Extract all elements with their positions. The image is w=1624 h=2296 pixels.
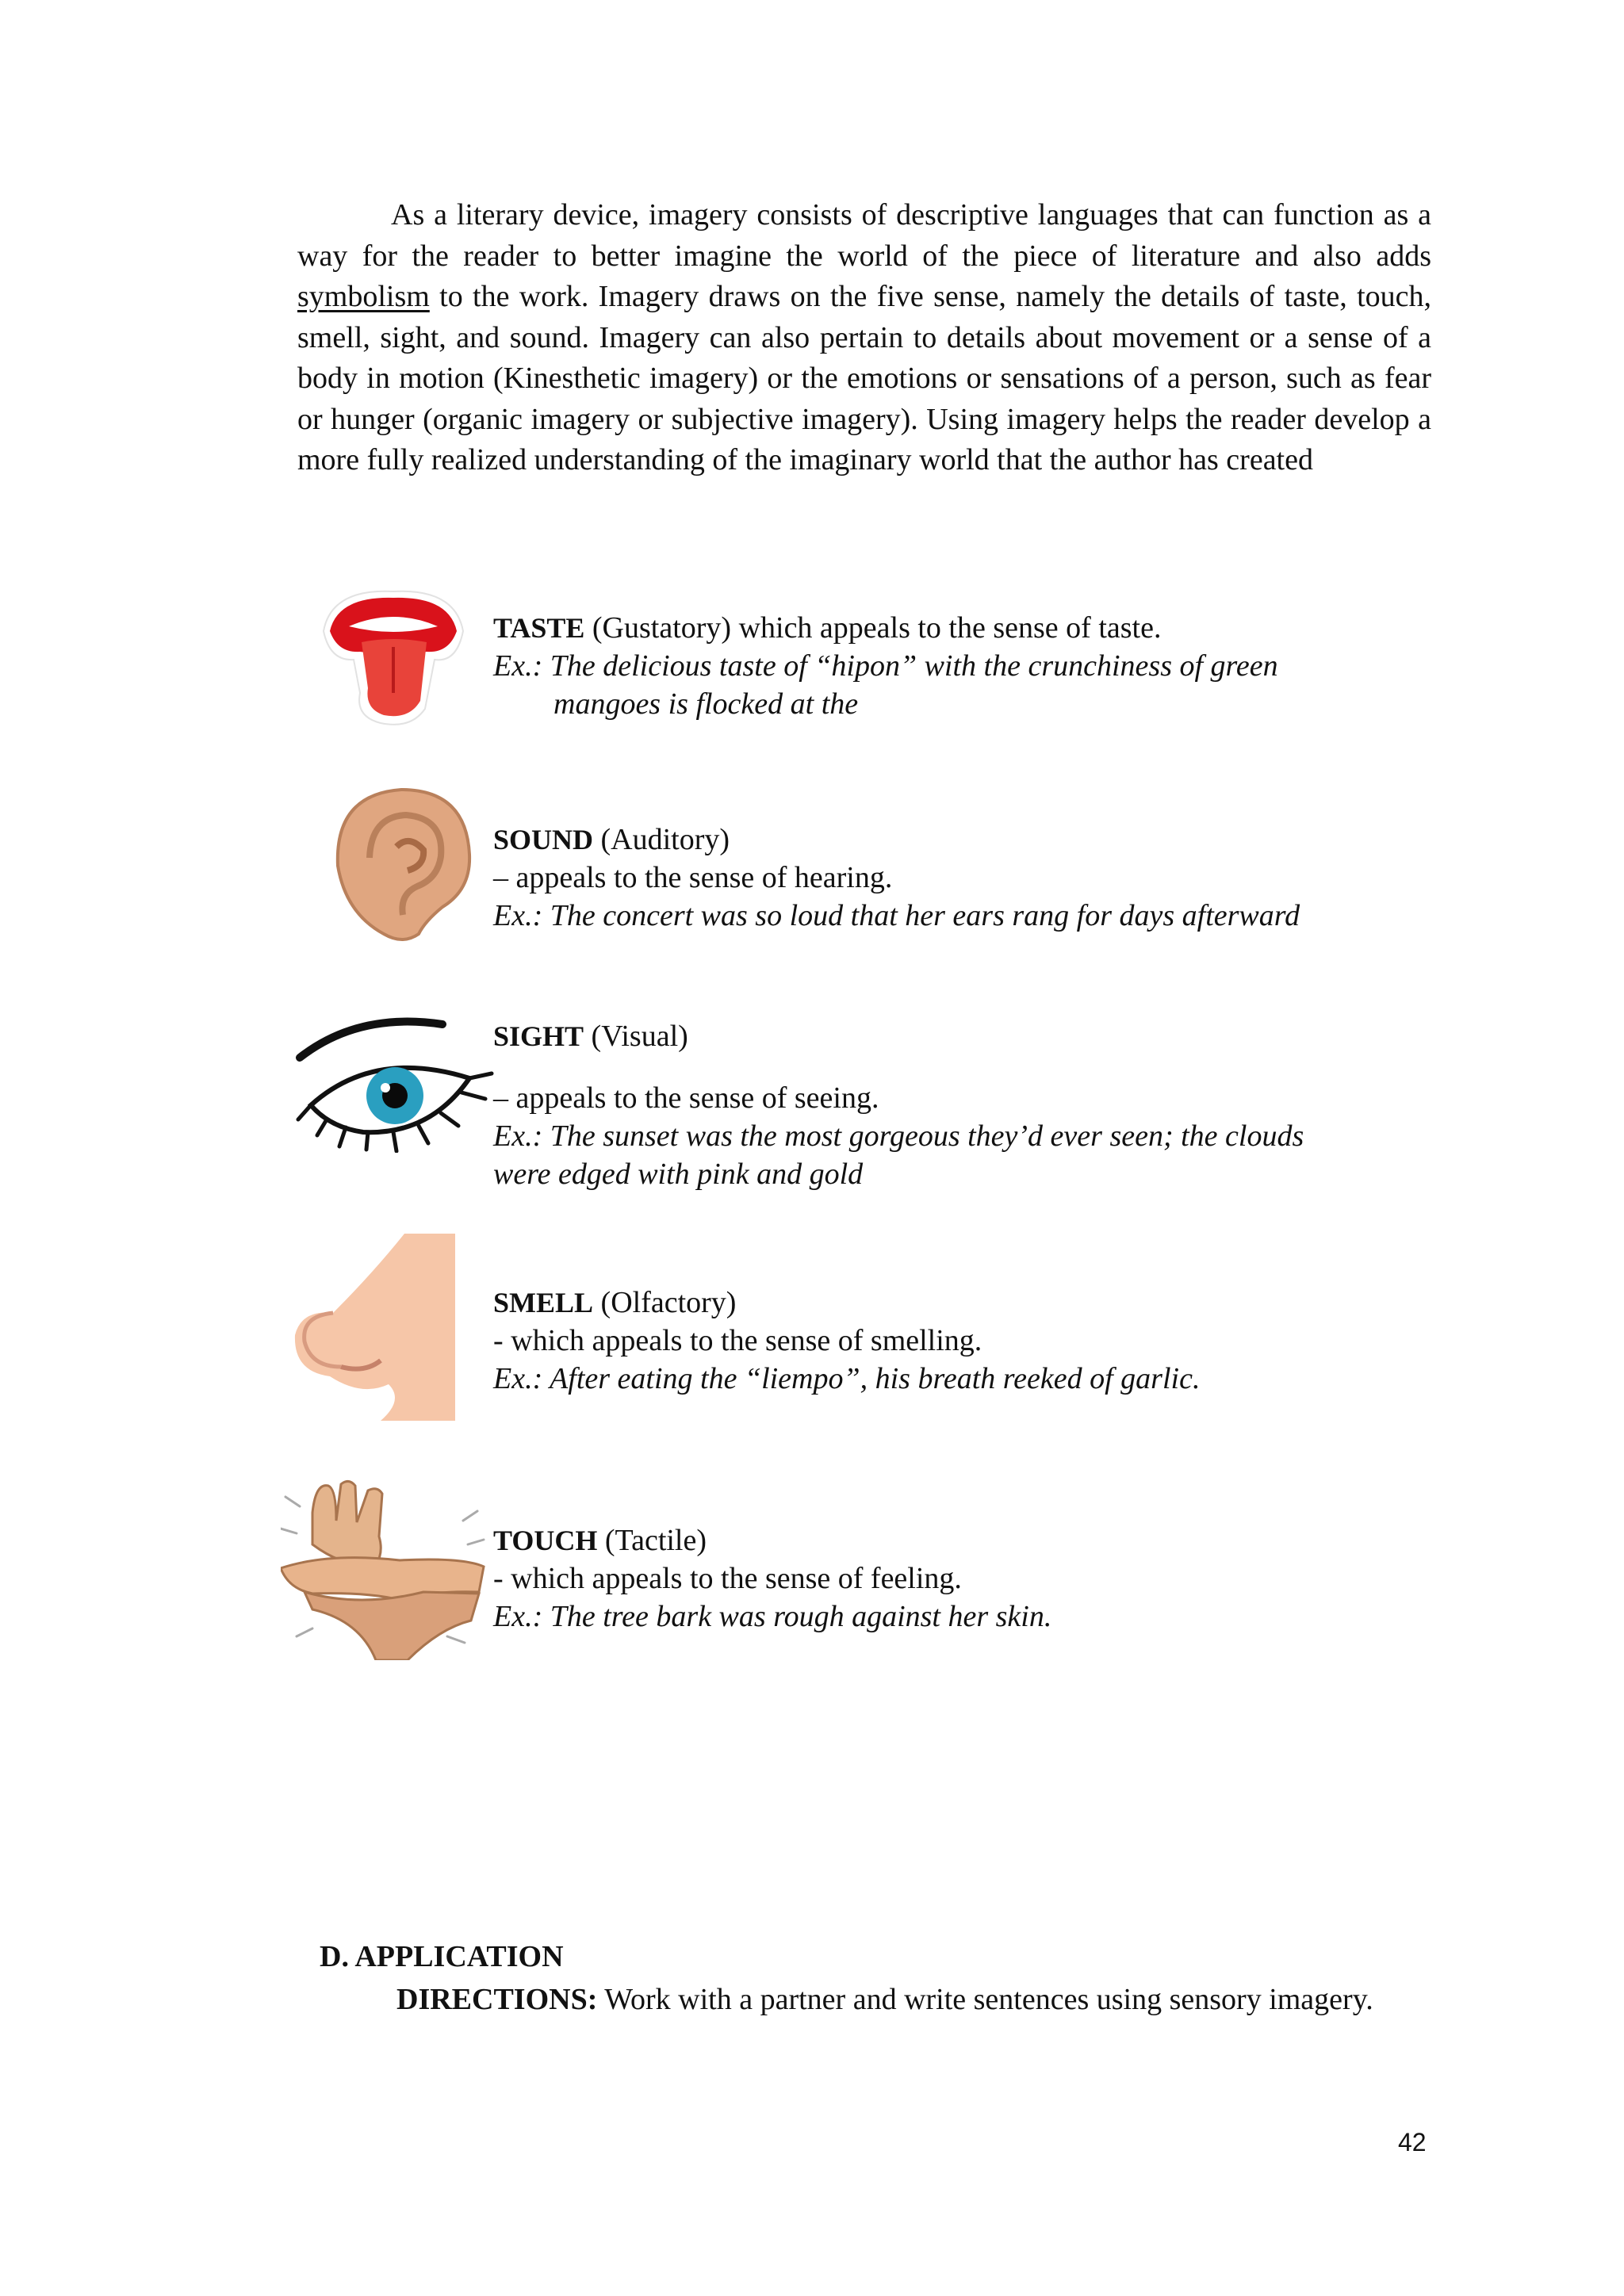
application-heading: D. APPLICATION (320, 1940, 564, 1973)
touch-type: (Tactile) (597, 1524, 707, 1557)
tongue-icon (316, 574, 471, 729)
smell-type: (Olfactory) (593, 1286, 737, 1319)
directions-label: DIRECTIONS: (396, 1983, 598, 2016)
taste-label: TASTE (493, 612, 585, 644)
touch-example: Ex.: The tree bark was rough against her skin. (493, 1600, 1052, 1633)
sound-desc: – appeals to the sense of hearing. (493, 861, 893, 894)
ear-icon (314, 779, 479, 945)
sight-example-1: Ex.: The sunset was the most gorgeous they’d ever seen; the clouds (493, 1119, 1304, 1153)
intro-text-1: As a literary device, imagery consists of descriptive languages that can function as a way for the reader to better imagine the world of the piece of literature and also adds (297, 198, 1431, 273)
nose-icon (285, 1234, 455, 1421)
taste-block (493, 609, 1278, 723)
directions-text: Work with a partner and write sentences using sensory imagery. (597, 1983, 1373, 2016)
eye-icon (295, 1016, 495, 1153)
sound-example: Ex.: The concert was so loud that her ears rang for days afterward (493, 899, 1300, 932)
directions-paragraph (370, 1979, 1416, 2020)
intro-paragraph (297, 195, 1431, 481)
sight-block (493, 1017, 1304, 1193)
sight-desc: – appeals to the sense of seeing. (493, 1081, 879, 1115)
taste-example-2: mangoes is flocked at the (553, 687, 859, 721)
sight-type: (Visual) (584, 1020, 688, 1053)
touch-label: TOUCH (493, 1525, 598, 1556)
symbolism-link: symbolism (297, 280, 430, 313)
taste-example-1: Ex.: The delicious taste of “hipon” with the crunchiness of green (493, 649, 1278, 683)
touch-block (493, 1521, 1051, 1636)
smell-label: SMELL (493, 1287, 594, 1318)
intro-text-2: to the work. Imagery draws on the five sense, namely the details of taste, touch, smell, sight, and sound. Imagery can also pertain to details about movement or a sense of a body in motion (Kinesthetic imagery) or the emotions or sensations of a person, such as fear or hunger (organic imagery or subjective imagery). Using imagery helps the reader develop a more fully realized understanding of the imaginary world that the author has created (297, 280, 1431, 476)
sound-block (493, 821, 1300, 935)
sound-label: SOUND (493, 824, 594, 855)
smell-block (493, 1284, 1200, 1398)
sound-type: (Auditory) (593, 823, 730, 856)
smell-example: Ex.: After eating the “liempo”, his breath reeked of garlic. (493, 1362, 1201, 1395)
smell-desc: - which appeals to the sense of smelling. (493, 1324, 982, 1357)
sight-label: SIGHT (493, 1020, 584, 1052)
page-number: 42 (1398, 2128, 1427, 2156)
hands-icon (281, 1473, 487, 1660)
taste-type: (Gustatory) which appeals to the sense of taste. (584, 611, 1162, 645)
sight-example-2: were edged with pink and gold (493, 1158, 864, 1191)
touch-desc: - which appeals to the sense of feeling. (493, 1562, 962, 1595)
